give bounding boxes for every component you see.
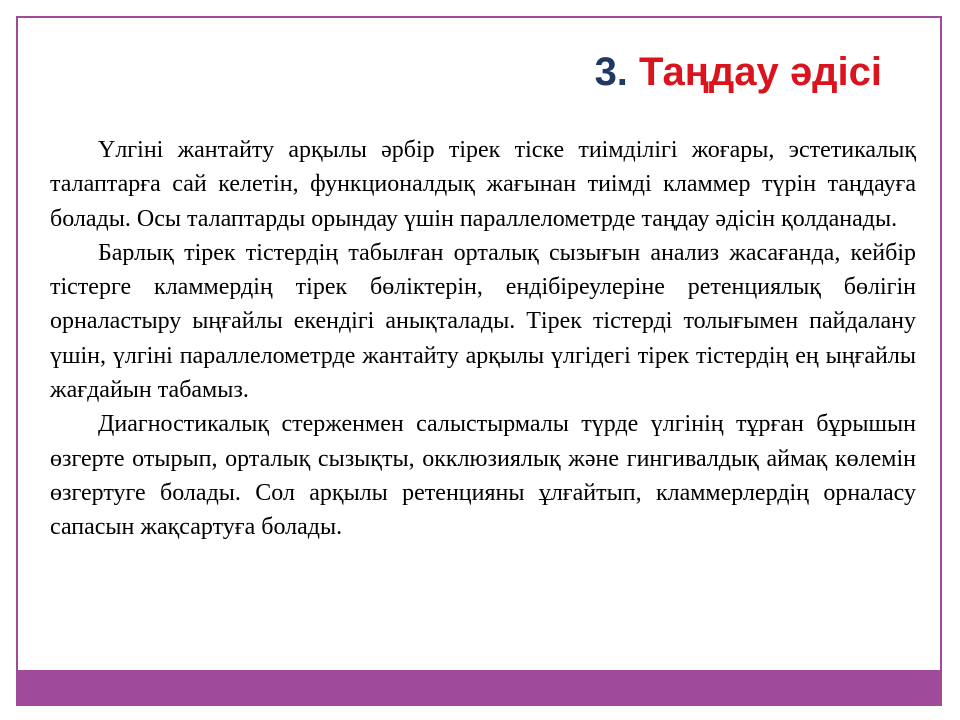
slide-title xyxy=(595,46,882,98)
paragraph-3: Диагностикалық стерженмен салыстырмалы түрде үлгінің тұрған бұрышын өзгерте отырып, орталық сызықты, окклюзиялық және гингивалдық аймақ көлемін өзгертуге болады. Сол арқылы ретенцияны ұлғайтып, кламмерлердің орналасу сапасын жақсартуға болады. xyxy=(50,411,916,541)
title-text: Таңдау әдісі xyxy=(639,50,882,94)
paragraph-2: Барлық тірек тістердің табылған орталық сызығын анализ жасағанда, кейбір тістерге кламмердің тірек бөліктерін, ендібіреулеріне ретенциялық бөлігін орналастыру ыңғайлы екендігі анықталады. Тірек тістерді толығымен пайдалану үшін, үлгіні параллелометрде жантайту арқылы үлгідегі тірек тістердің ең ыңғайлы жағдайын табамыз. xyxy=(50,239,916,404)
body-text xyxy=(50,133,916,545)
paragraph-1: Үлгіні жантайту арқылы әрбір тірек тіске тиімділігі жоғары, эстетикалық талаптарға сай келетін, функционалдық жағынан тиімді кламмер түрін таңдауға болады. Осы талаптарды орындау үшін параллелометрде таңдау әдісін қолданады. xyxy=(50,137,916,232)
title-number: 3. xyxy=(594,50,628,94)
bottom-band xyxy=(16,670,942,706)
